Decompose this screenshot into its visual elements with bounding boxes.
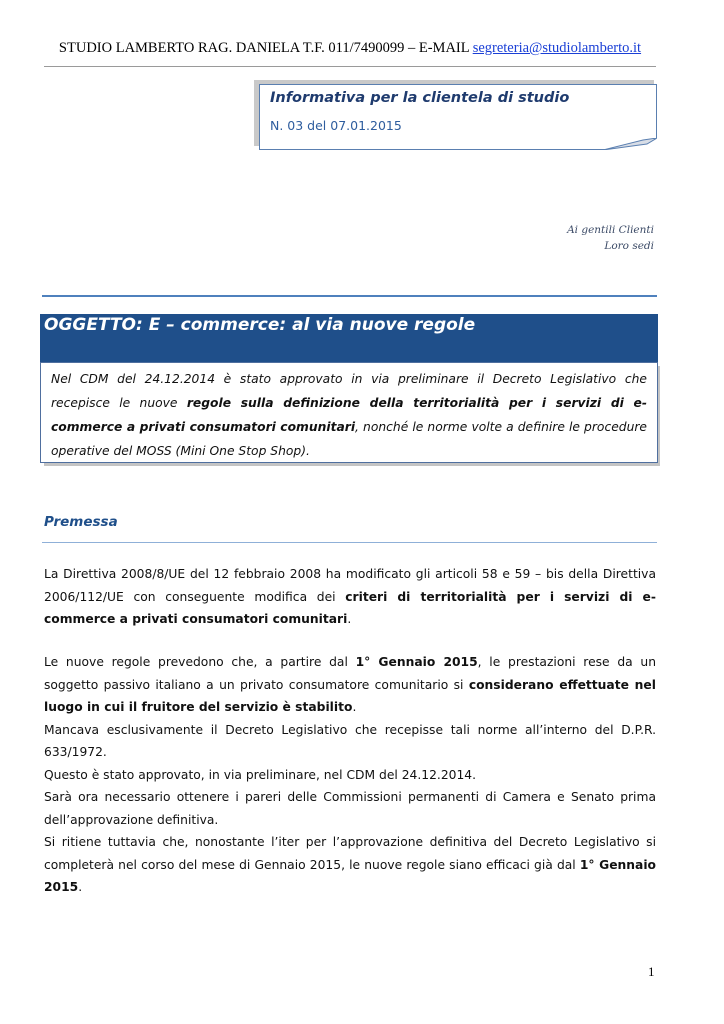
page-curl-icon xyxy=(603,138,657,150)
paragraph-text-part: , le prestazioni rese da un soggetto passivo italiano a un privato consumatore comunitario si xyxy=(44,655,656,692)
paragraph-bold-part: criteri di territorialità per i servizi di e-commerce a privati consumatori comunitari xyxy=(44,589,656,626)
letterhead xyxy=(44,40,656,57)
paragraph-line xyxy=(44,831,656,899)
paragraph-directive xyxy=(44,563,656,631)
paragraph-line: Mancava esclusivamente il Decreto Legislativo che recepisse tali norme all’interno del D.P.R. 633/1972. xyxy=(44,722,656,759)
summary-text xyxy=(51,367,647,463)
paragraph-text-part: Si ritiene tuttavia che, nonostante l’iter per l’approvazione definitiva del Decreto Legislativo si completerà nel corso del mese di Gennaio 2015, le nuove regole siano efficaci già dal xyxy=(44,835,656,872)
recipients-line-2: Loro sedi xyxy=(604,240,654,252)
paragraph-text-part: . xyxy=(347,612,352,626)
premessa-divider xyxy=(42,542,657,543)
paragraph-text-part: Le nuove regole prevedono che, a partire dal xyxy=(44,655,356,669)
email-link[interactable]: segreteria@studiolamberto.it xyxy=(472,40,642,56)
paragraph-bold-part: considerano effettuate nel luogo in cui il fruitore del servizio è stabilito xyxy=(44,677,656,714)
paragraph-text-part: . xyxy=(352,700,357,714)
header-divider xyxy=(44,66,656,67)
info-number-date: N. 03 del 07.01.2015 xyxy=(270,118,402,133)
summary-bold-part: regole sulla definizione della territorialità per i servizi di e-commerce a privati consumatori comunitari xyxy=(51,396,647,434)
paragraph-text-part: La Direttiva 2008/8/UE del 12 febbraio 2008 ha modificato gli articoli 58 e 59 – bis della Direttiva 2006/112/UE con conseguente modifica dei xyxy=(44,567,656,604)
paragraph-line xyxy=(44,651,656,719)
paragraph-text-part: . xyxy=(78,880,83,894)
paragraph-bold-part: 1° Gennaio 2015 xyxy=(44,857,657,894)
subject-title: OGGETTO: E – commerce: al via nuove regole xyxy=(44,315,476,335)
paragraph-new-rules xyxy=(44,651,656,899)
page-number: 1 xyxy=(648,964,655,979)
paragraph-line: Sarà ora necessario ottenere i pareri delle Commissioni permanenti di Camera e Senato prima dell’approvazione definitiva. xyxy=(44,790,656,827)
summary-box xyxy=(40,362,658,463)
paragraph-line: Questo è stato approvato, in via preliminare, nel CDM del 24.12.2014. xyxy=(44,767,477,782)
paragraph-bold-part: 1° Gennaio 2015 xyxy=(355,655,478,669)
summary-text-part: , nonché le norme volte a definire le procedure operative del MOSS (Mini One Stop Shop). xyxy=(51,420,647,458)
studio-info: STUDIO LAMBERTO RAG. DANIELA T.F. 011/7490099 – E-MAIL xyxy=(58,40,473,56)
section-divider xyxy=(42,295,657,297)
info-title: Informativa per la clientela di studio xyxy=(270,90,570,106)
recipients-line-1: Ai gentili Clienti xyxy=(567,224,654,236)
summary-text-part: Nel CDM del 24.12.2014 è stato approvato in via preliminare il Decreto Legislativo che recepisce le nuove xyxy=(51,372,647,410)
recipients-block xyxy=(567,222,654,254)
section-heading-premessa: Premessa xyxy=(44,514,118,530)
